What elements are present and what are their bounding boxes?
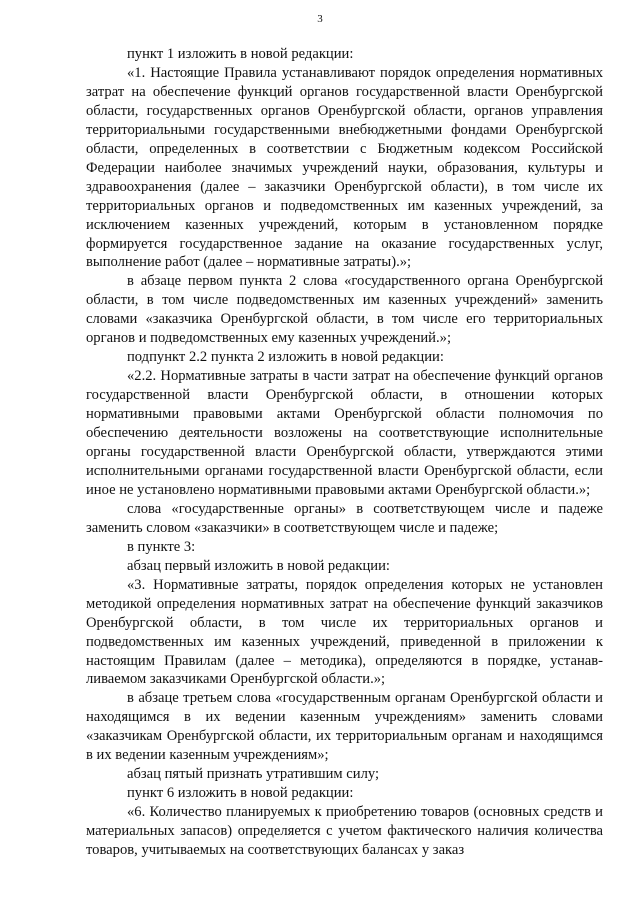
- paragraph: пункт 1 изложить в новой редакции:: [127, 46, 354, 62]
- page-number: 3: [317, 13, 323, 25]
- paragraph: абзац первый изложить в новой редакции:: [127, 557, 390, 574]
- paragraph: слова «государственные органы» в соответствующем числе и падеже заменить словом «заказчики» в соответствующем числе и падеже;: [86, 500, 603, 536]
- paragraph: «1. Настоящие Правила устанавливают порядок определения нормативных затрат на обеспечение функций органов государственной власти Оренбургской области, государственных органов Оренбургской области, органов управления территориальными государственными внебюджетными фондами Оренбургской области, определенных в соответствии с Бюджетным кодексом Российской Федерации наиболее значимых учреждений науки, образования, культуры и здравоохранения (далее – заказчики Оренбургской области), в том числе их территориальных органов и подведомственных им казенных учреждений, за исключением казенных учреждений, которым в установленном порядке формируется государственное задание на оказание государственных услуг, выполнение работ (далее – нормативные затраты).»;: [86, 64, 603, 271]
- paragraph: абзац пятый признать утратившим силу;: [127, 766, 380, 783]
- paragraph: «2.2. Нормативные затраты в части затрат на обеспечение функций органов государственной власти Оренбургской области, в отношении которых нормативными правовыми актами Оренбургской области полномочия по обеспечению деятельности возложены на соответствующие исполнительные органы государственной власти Оренбургской области, утверждаются этими исполнительными органами государственной власти Оренбургской области, если иное не установлено нормативными правовыми актами Оренбургской области.»;: [86, 368, 603, 498]
- paragraph: в пункте 3:: [127, 538, 196, 555]
- paragraph: «6. Количество планируемых к приобретению товаров (основных средств и материальных запасов) определяется с учетом фактического наличия количества товаров, учитываемых на соответствующих балансах у заказ: [86, 804, 603, 859]
- paragraph: в абзаце третьем слова «государственным органам Оренбургской области и находящимся в их ведении казенным учреждениям» заменить словами «заказчикам Оренбургской области, их территориальным органам и находящимся в их ведении казенным учреждениям»;: [86, 690, 603, 764]
- document-body: [86, 45, 603, 860]
- paragraph: в абзаце первом пункта 2 слова «государственного органа Оренбургской области, в том числе подведомственных им казенных учреждений» заменить словами «заказчика Оренбургской области, в том числе его территориальных органов и подведомственных ему казенных учреждений.»;: [86, 273, 603, 347]
- paragraph: подпункт 2.2 пункта 2 изложить в новой редакции:: [127, 349, 444, 366]
- paragraph: пункт 6 изложить в новой редакции:: [127, 785, 354, 802]
- paragraph: «3. Нормативные затраты, порядок определения которых не установлен методикой определения нормативных затрат на обеспечение функций заказчиков Оренбургской области, в том числе их территориальных органов и подведомственных им казенных учреждений, приведенной в приложении к настоящим Правилам (далее – методика), определяются в порядке, устанавливаемом заказчиками Оренбургской области.»;: [86, 576, 603, 688]
